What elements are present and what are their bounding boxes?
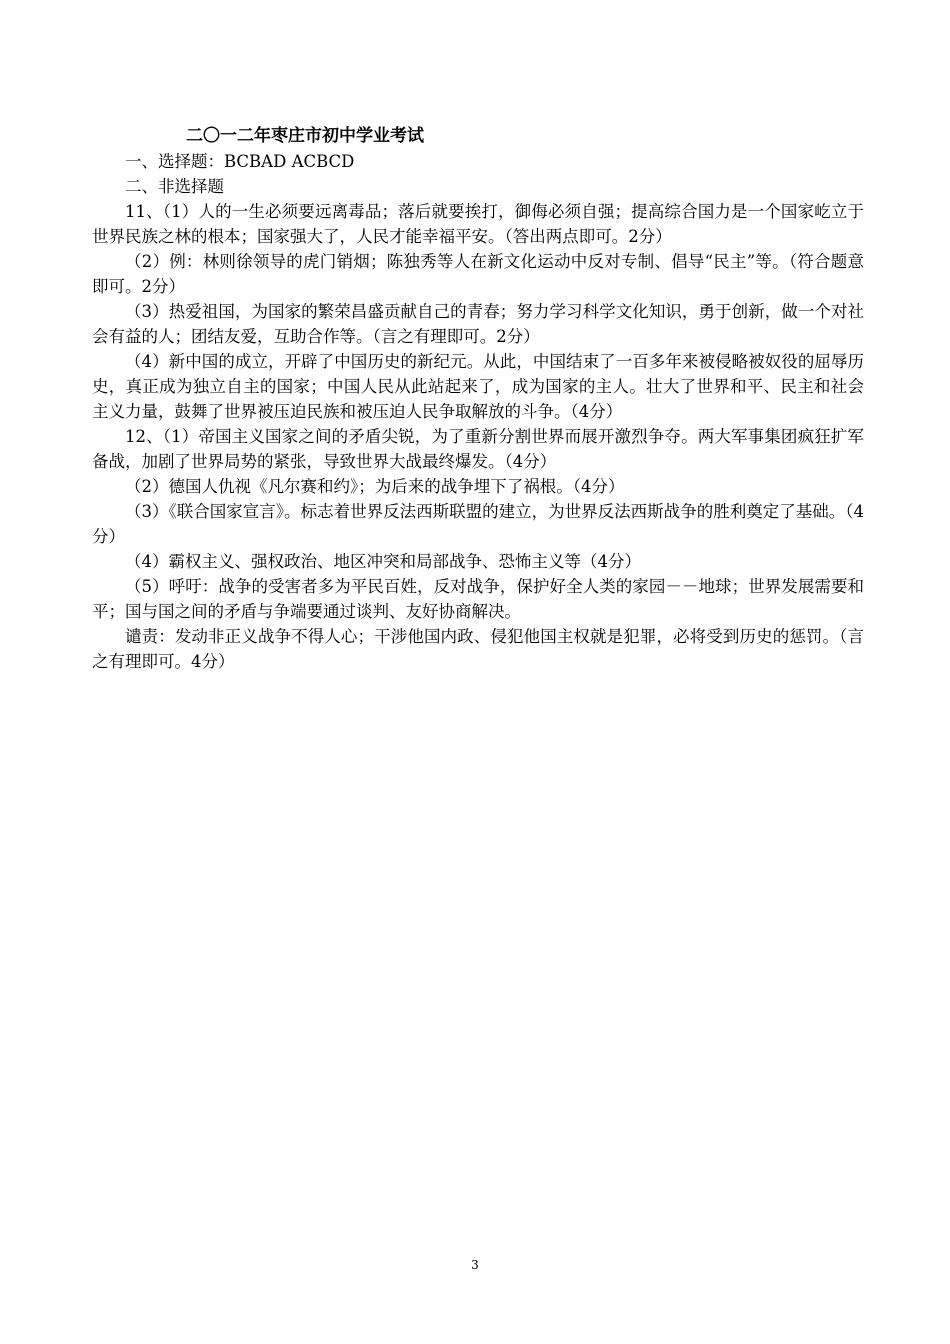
answer-12-4: （4）霸权主义、强权政治、地区冲突和局部战争、恐怖主义等（4分）	[125, 552, 641, 571]
document-title: 二〇一二年枣庄市初中学业考试	[186, 126, 424, 146]
answer-11-1: 11、（1）人的一生必须要远离毒品；落后就要挨打，御侮必须自强；提高综合国力是一个国家屹立于世界民族之林的根本；国家强大了，人民才能幸福平安。（答出两点即可。2分）	[92, 202, 864, 246]
section-choice-answers: 一、选择题：BCBAD ACBCD	[125, 152, 355, 171]
page-number: 3	[471, 1258, 479, 1272]
answer-12-2: （2）德国人仇视《凡尔赛和约》；为后来的战争埋下了祸根。（4分）	[125, 477, 625, 496]
answer-document	[92, 124, 864, 674]
answer-11-3: （3）热爱祖国，为国家的繁荣昌盛贡献自己的青春；努力学习科学文化知识，勇于创新，做一个对社会有益的人；团结友爱，互助合作等。（言之有理即可。2分）	[92, 302, 864, 346]
answer-11-4: （4）新中国的成立，开辟了中国历史的新纪元。从此，中国结束了一百多年来被侵略被奴役的屈辱历史，真正成为独立自主的国家；中国人民从此站起来了，成为国家的主人。壮大了世界和平、民主和社会主义力量，鼓舞了世界被压迫民族和被压迫人民争取解放的斗争。（4分）	[92, 352, 864, 421]
answer-12-1: 12、（1）帝国主义国家之间的矛盾尖锐，为了重新分割世界而展开激烈争夺。两大军事集团疯狂扩军备战，加剧了世界局势的紧张，导致世界大战最终爆发。（4分）	[92, 427, 864, 471]
answer-12-5-appeal: （5）呼吁：战争的受害者多为平民百姓，反对战争，保护好全人类的家园－－地球；世界发展需要和平；国与国之间的矛盾与争端要通过谈判、友好协商解决。	[92, 577, 864, 621]
answer-11-2: （2）例：林则徐领导的虎门销烟；陈独秀等人在新文化运动中反对专制、倡导“民主”等。（符合题意即可。2分）	[92, 252, 864, 296]
answer-12-3: （3）《联合国家宣言》。标志着世界反法西斯联盟的建立，为世界反法西斯战争的胜利奠定了基础。（4分）	[92, 502, 864, 546]
section-non-choice-heading: 二、非选择题	[125, 177, 224, 196]
answer-12-5-condemn: 谴责：发动非正义战争不得人心；干涉他国内政、侵犯他国主权就是犯罪，必将受到历史的惩罚。（言之有理即可。4分）	[92, 627, 864, 671]
